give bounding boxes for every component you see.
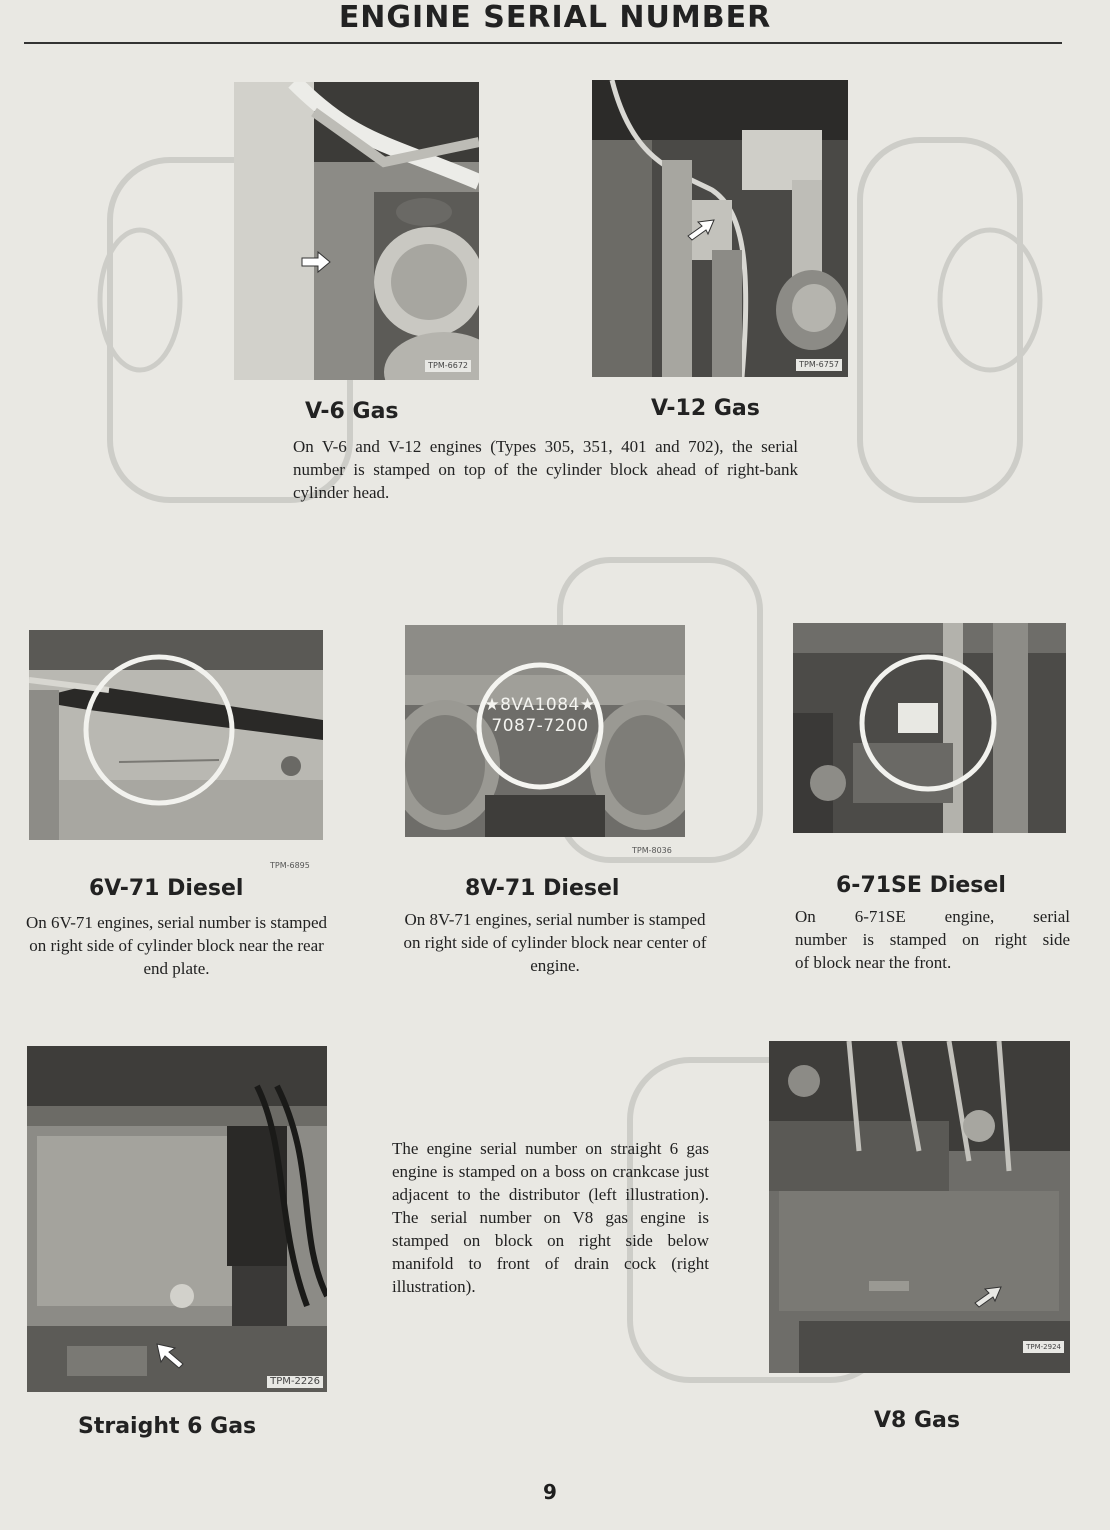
- 671se-caption: [795, 905, 1070, 974]
- 8v71-serial-plate: [475, 695, 605, 737]
- 8v71-diesel-heading: 8V-71 Diesel: [465, 876, 620, 901]
- straight6-photo-tag: TPM-2226: [267, 1376, 323, 1388]
- title-rule: [24, 42, 1062, 44]
- 671se-caption-line2: number is stamped on right side: [795, 930, 1070, 949]
- v6-gas-photo: [234, 82, 479, 380]
- v12-gas-heading: V-12 Gas: [651, 396, 760, 421]
- 6v71-caption: On 6V-71 engines, serial number is stamped on right side of cylinder block near the rear end plate.: [25, 913, 328, 978]
- v6-photo-tag: TPM-6672: [425, 360, 471, 372]
- 6v71-diesel-heading: 6V-71 Diesel: [89, 876, 244, 901]
- v6-gas-heading: V-6 Gas: [305, 399, 399, 424]
- 8v71-photo-tag: TPM-8036: [632, 846, 672, 855]
- v-engines-caption: On V-6 and V-12 engines (Types 305, 351, 401 and 702), the serial number is stamped on top of the cylinder block ahead of right-bank cylinder head.: [293, 437, 798, 502]
- 8v71-caption: On 8V-71 engines, serial number is stamped on right side of cylinder block near center of engine.: [403, 910, 707, 975]
- v8-gas-heading: V8 Gas: [874, 1408, 960, 1433]
- 6v71-photo-tag: TPM-6895: [270, 861, 310, 870]
- page-title: ENGINE SERIAL NUMBER: [338, 0, 772, 35]
- 8v71-serial-line1: ★8VA1084★: [484, 695, 596, 715]
- straight6-gas-heading: Straight 6 Gas: [78, 1414, 257, 1439]
- 671se-diesel-photo: [793, 623, 1066, 833]
- 8v71-serial-line2: 7087-7200: [491, 716, 589, 736]
- 671se-caption-line1: On 6-71SE engine, serial: [795, 907, 1070, 926]
- 671se-caption-line3: of block near the front.: [795, 953, 952, 972]
- v8-photo-tag: TPM-2924: [1023, 1341, 1064, 1353]
- v8-gas-photo: [769, 1041, 1070, 1373]
- 8v71-diesel-photo: [405, 625, 685, 837]
- 671se-diesel-heading: 6-71SE Diesel: [836, 873, 1006, 898]
- page-number: 9: [543, 1480, 557, 1504]
- v12-gas-photo: [592, 80, 848, 377]
- straight6-gas-photo: [27, 1046, 327, 1392]
- gas-engines-caption: The engine serial number on straight 6 gas engine is stamped on a boss on crankcase just adjacent to the distributor (left illustration). The serial number on V8 gas engine is stamped on block on right side below manifold to front of drain cock (right illustration).: [392, 1139, 709, 1296]
- v12-photo-tag: TPM-6757: [796, 359, 842, 371]
- 6v71-diesel-photo: [29, 630, 323, 840]
